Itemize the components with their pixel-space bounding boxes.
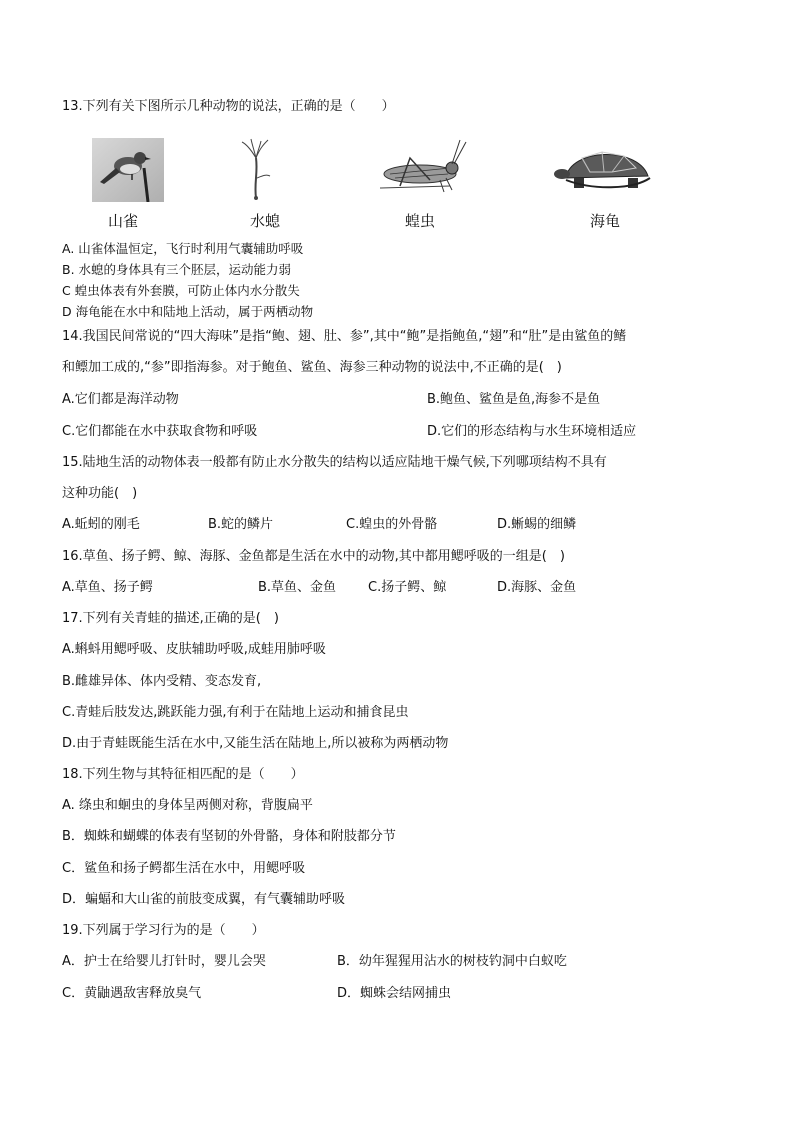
- q16-stem: 16.草鱼、扬子鳄、鲸、海豚、金鱼都是生活在水中的动物,其中都用鳃呼吸的一组是( ): [62, 549, 565, 564]
- q18-option-d: D．蝙蝠和大山雀的前肢变成翼，有气囊辅助呼吸: [62, 892, 346, 907]
- turtle-picture: [552, 138, 660, 202]
- grasshopper-picture: [370, 138, 468, 202]
- caption-grasshopper: 蝗虫: [405, 212, 436, 230]
- q17-option-c: C.青蛙后肢发达,跳跃能力强,有利于在陆地上运动和捕食昆虫: [62, 705, 409, 720]
- q19-option-d: D．蜘蛛会结网捕虫: [337, 986, 452, 1001]
- q13-option-c: C 蝗虫体表有外套膜，可防止体内水分散失: [62, 283, 300, 298]
- hydra-picture: [236, 138, 276, 202]
- q13-option-b: B. 水螅的身体具有三个胚层，运动能力弱: [62, 262, 292, 277]
- q15-stem-line1: 15.陆地生活的动物体表一般都有防止水分散失的结构以适应陆地干燥气候,下列哪项结构不具有: [62, 455, 607, 470]
- q15-option-d: D.蜥蜴的细鳞: [497, 517, 577, 532]
- q16-option-a: A.草鱼、扬子鳄: [62, 580, 153, 595]
- caption-hydra: 水螅: [250, 212, 281, 230]
- q13-option-d: D 海龟能在水中和陆地上活动，属于两栖动物: [62, 304, 314, 319]
- q14-stem-line2: 和鳔加工成的,“参”即指海参。对于鲍鱼、鲨鱼、海参三种动物的说法中,不正确的是( ): [62, 360, 562, 375]
- q19-option-b: B．幼年猩猩用沾水的树枝钓洞中白蚁吃: [337, 954, 567, 969]
- bird-picture: [92, 138, 164, 202]
- q13-stem: 13.下列有关下图所示几种动物的说法，正确的是（ ）: [62, 99, 395, 114]
- q17-option-a: A.蝌蚪用鳃呼吸、皮肤辅助呼吸,成蛙用肺呼吸: [62, 642, 326, 657]
- q16-option-b: B.草鱼、金鱼: [258, 580, 337, 595]
- q15-option-b: B.蛇的鳞片: [208, 517, 274, 532]
- q16-option-d: D.海豚、金鱼: [497, 580, 577, 595]
- q15-option-a: A.蚯蚓的刚毛: [62, 517, 140, 532]
- q18-option-a: A. 绦虫和蛔虫的身体呈两侧对称，背腹扁平: [62, 798, 313, 813]
- q14-stem-line1: 14.我国民间常说的“四大海味”是指“鲍、翅、肚、参”,其中“鲍”是指鲍鱼,“翅”和“肚”是由鲨鱼的鳍: [62, 329, 627, 344]
- q14-option-c: C.它们都能在水中获取食物和呼吸: [62, 424, 258, 439]
- q14-option-a: A.它们都是海洋动物: [62, 392, 179, 407]
- q19-stem: 19.下列属于学习行为的是（ ）: [62, 923, 265, 938]
- q18-stem: 18.下列生物与其特征相匹配的是（ ）: [62, 767, 304, 782]
- q14-option-b: B.鲍鱼、鲨鱼是鱼,海参不是鱼: [427, 392, 601, 407]
- caption-bird: 山雀: [108, 212, 139, 230]
- q19-option-a: A．护士在给婴儿打针时，婴儿会哭: [62, 954, 266, 969]
- q18-option-c: C．鲨鱼和扬子鳄都生活在水中，用鳃呼吸: [62, 861, 306, 876]
- q16-option-c: C.扬子鳄、鲸: [368, 580, 447, 595]
- caption-turtle: 海龟: [590, 212, 621, 230]
- q18-option-b: B．蜘蛛和蝴蝶的体表有坚韧的外骨骼，身体和附肢都分节: [62, 829, 396, 844]
- q17-stem: 17.下列有关青蛙的描述,正确的是( ): [62, 611, 279, 626]
- q17-option-b: B.雌雄异体、体内受精、变态发育,: [62, 674, 262, 689]
- q19-option-c: C．黄鼬遇敌害释放臭气: [62, 986, 202, 1001]
- q13-option-a: A. 山雀体温恒定，飞行时利用气囊辅助呼吸: [62, 241, 304, 256]
- q15-option-c: C.蝗虫的外骨骼: [346, 517, 438, 532]
- q14-option-d: D.它们的形态结构与水生环境相适应: [427, 424, 637, 439]
- q17-option-d: D.由于青蛙既能生活在水中,又能生活在陆地上,所以被称为两栖动物: [62, 736, 449, 751]
- q15-stem-line2: 这种功能( ): [62, 486, 138, 501]
